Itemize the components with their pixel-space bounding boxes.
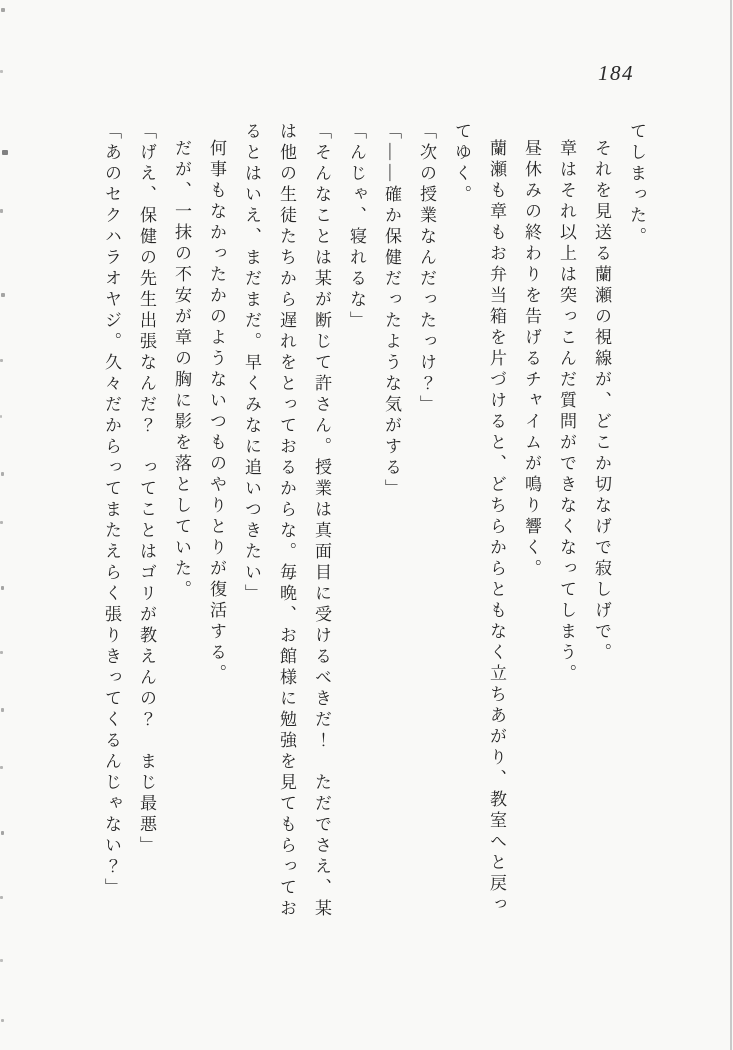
scan-mark xyxy=(0,415,2,418)
paragraph: 「んじゃ、寝れるな」 xyxy=(347,122,366,332)
scan-mark xyxy=(1,586,4,590)
scan-mark xyxy=(0,209,3,213)
scan-mark xyxy=(0,359,3,362)
paragraph: 「げえ、保健の先生出張なんだ？ ってことはゴリが教えんの？ まじ最悪」 xyxy=(137,122,156,857)
scan-mark xyxy=(1,472,4,476)
paragraph: 「次の授業なんだったっけ？」 xyxy=(417,122,436,416)
scan-mark xyxy=(0,766,3,769)
scan-mark xyxy=(0,70,3,73)
scan-mark xyxy=(1,831,4,835)
scan-mark xyxy=(1,1019,4,1022)
text-area xyxy=(92,122,654,922)
paragraph: 蘭瀬も章もお弁当箱を片づけると、どちらからともなく立ちあがり、教室へと戻ってゆく。 xyxy=(452,122,506,916)
paragraph: 昼休みの終わりを告げるチャイムが鳴り響く。 xyxy=(522,139,541,580)
scan-mark xyxy=(0,959,3,962)
scan-mark xyxy=(0,651,3,654)
paragraph: それを見送る蘭瀬の視線が、どこか切なげで寂しげで。 xyxy=(592,139,611,664)
scan-mark xyxy=(1,293,5,297)
paragraph: 何事もなかったかのようないつものやりとりが復活する。 xyxy=(207,139,226,685)
scan-mark xyxy=(1,708,4,712)
paragraph: 「そんなことは某が断じて許さん。授業は真面目に受けるべきだ！ ただでさえ、某は他の生徒たちから遅れをとっておるからな。毎晩、お館様に勉強を見てもらっておるとはいえ、まだまだ。早くみなに追いつきたい」 xyxy=(242,122,331,920)
paragraph: 「――確か保健だったような気がする」 xyxy=(382,122,401,500)
paragraph: 「あのセクハラオヤジ。久々だからってまたえらく張りきってくるんじゃない？」 xyxy=(102,122,121,899)
paragraph: 章はそれ以上は突っこんだ質問ができなくなってしまう。 xyxy=(557,139,576,685)
scan-mark xyxy=(0,896,3,899)
paragraph: だが、一抹の不安が章の胸に影を落としていた。 xyxy=(172,139,191,601)
scan-mark xyxy=(0,521,3,524)
page-number: 184 xyxy=(598,61,634,85)
paragraph: てしまった。 xyxy=(627,122,646,248)
scan-mark xyxy=(1,8,5,12)
page-edge-line xyxy=(730,0,732,1050)
scan-mark xyxy=(2,150,8,155)
